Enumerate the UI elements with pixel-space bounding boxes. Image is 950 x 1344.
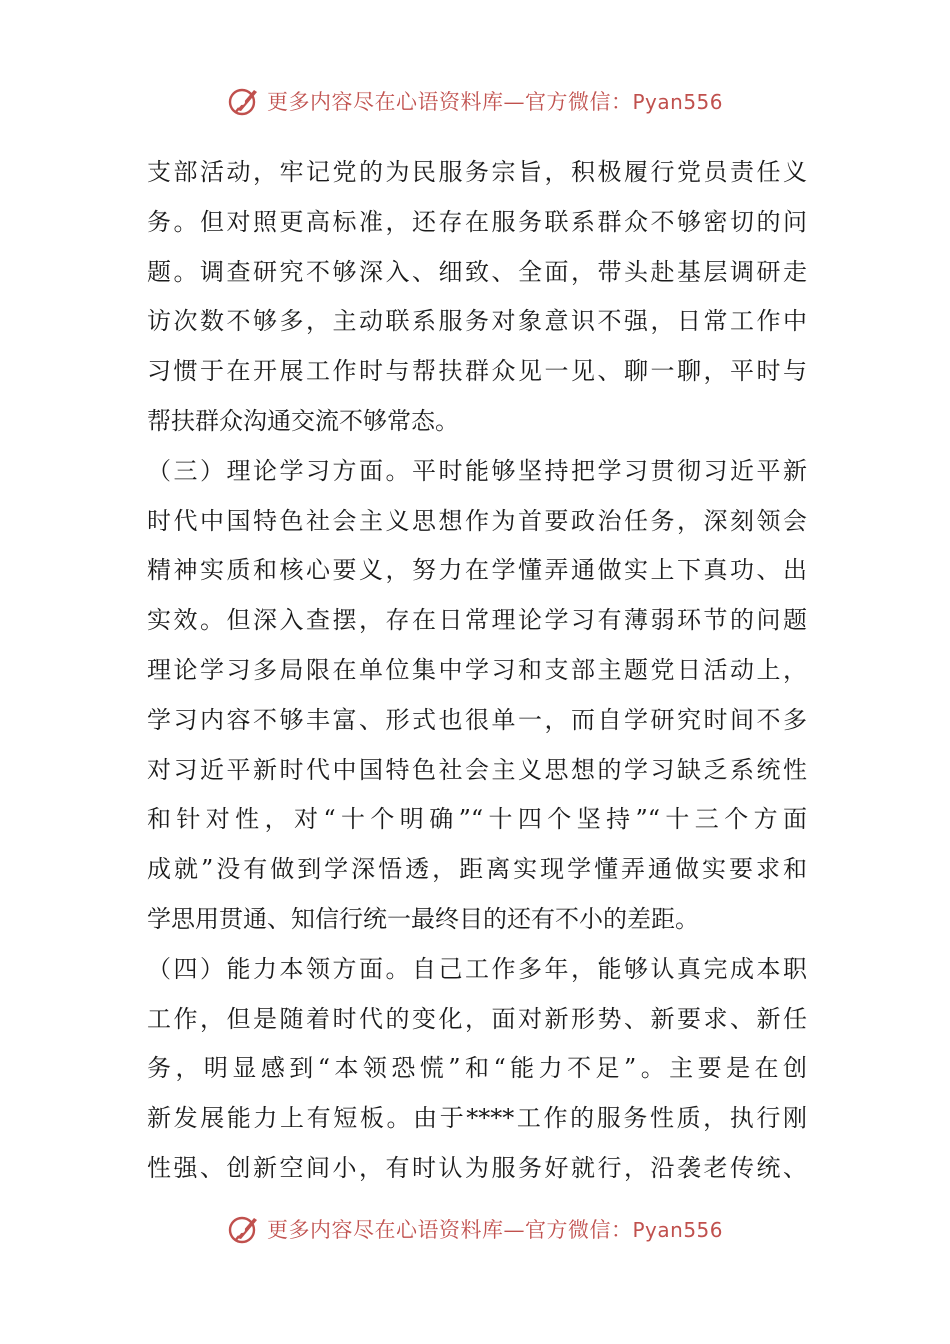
body-line: 精神实质和核心要义，努力在学懂弄通做实上下真功、出 [147,556,807,585]
body-line: 学思用贯通、知信行统一最终目的还有不小的差距。 [147,904,699,933]
footer-watermark [0,1212,950,1246]
watermark-text-cn: 更多内容尽在心语资料库—官方微信： [266,90,633,114]
body-line: 题。调查研究不够深入、细致、全面，带头赴基层调研走 [147,257,807,286]
watermark-text-cn: 更多内容尽在心语资料库—官方微信： [266,1218,633,1242]
quill-logo-icon [227,1212,261,1246]
body-line: 支部活动，牢记党的为民服务宗旨，积极履行党员责任义 [147,158,807,186]
body-line: 和针对性，对“十个明确”“十四个坚持”“十三个方面 [147,805,807,834]
body-line: 新发展能力上有短板。由于****工作的服务性质，执行刚 [147,1104,807,1133]
body-line: 工作，但是随着时代的变化，面对新形势、新要求、新任 [147,1004,807,1033]
body-line: 务，明显感到“本领恐慌”和“能力不足”。主要是在创 [147,1054,807,1083]
body-line: 实效。但深入查摆，存在日常理论学习有薄弱环节的问题 [147,606,807,635]
watermark-wechat-id: Pyan556 [632,90,723,114]
body-line: （四）能力本领方面。自己工作多年，能够认真完成本职 [147,954,807,983]
watermark-text [267,1214,723,1244]
body-line: 习惯于在开展工作时与帮扶群众见一见、聊一聊，平时与 [147,357,807,386]
watermark-wechat-id: Pyan556 [632,1218,723,1242]
body-line: 帮扶群众沟通交流不够常态。 [147,406,459,435]
document-body [147,148,807,1194]
body-line: 时代中国特色社会主义思想作为首要政治任务，深刻领会 [147,506,807,535]
body-line: 成就”没有做到学深悟透，距离实现学懂弄通做实要求和 [147,855,807,884]
watermark-text [267,86,723,116]
body-line: 务。但对照更高标准，还存在服务联系群众不够密切的问 [147,207,807,236]
header-watermark [0,84,950,118]
quill-logo-icon [227,84,261,118]
body-line: 理论学习多局限在单位集中学习和支部主题党日活动上， [147,655,807,684]
body-line: 访次数不够多，主动联系服务对象意识不强，日常工作中 [147,307,807,336]
body-line: （三）理论学习方面。平时能够坚持把学习贯彻习近平新 [147,456,807,485]
body-line: 对习近平新时代中国特色社会主义思想的学习缺乏系统性 [147,755,807,784]
body-line: 学习内容不够丰富、形式也很单一，而自学研究时间不多 [147,705,807,734]
body-line: 性强、创新空间小，有时认为服务好就行，沿袭老传统、 [147,1153,807,1182]
